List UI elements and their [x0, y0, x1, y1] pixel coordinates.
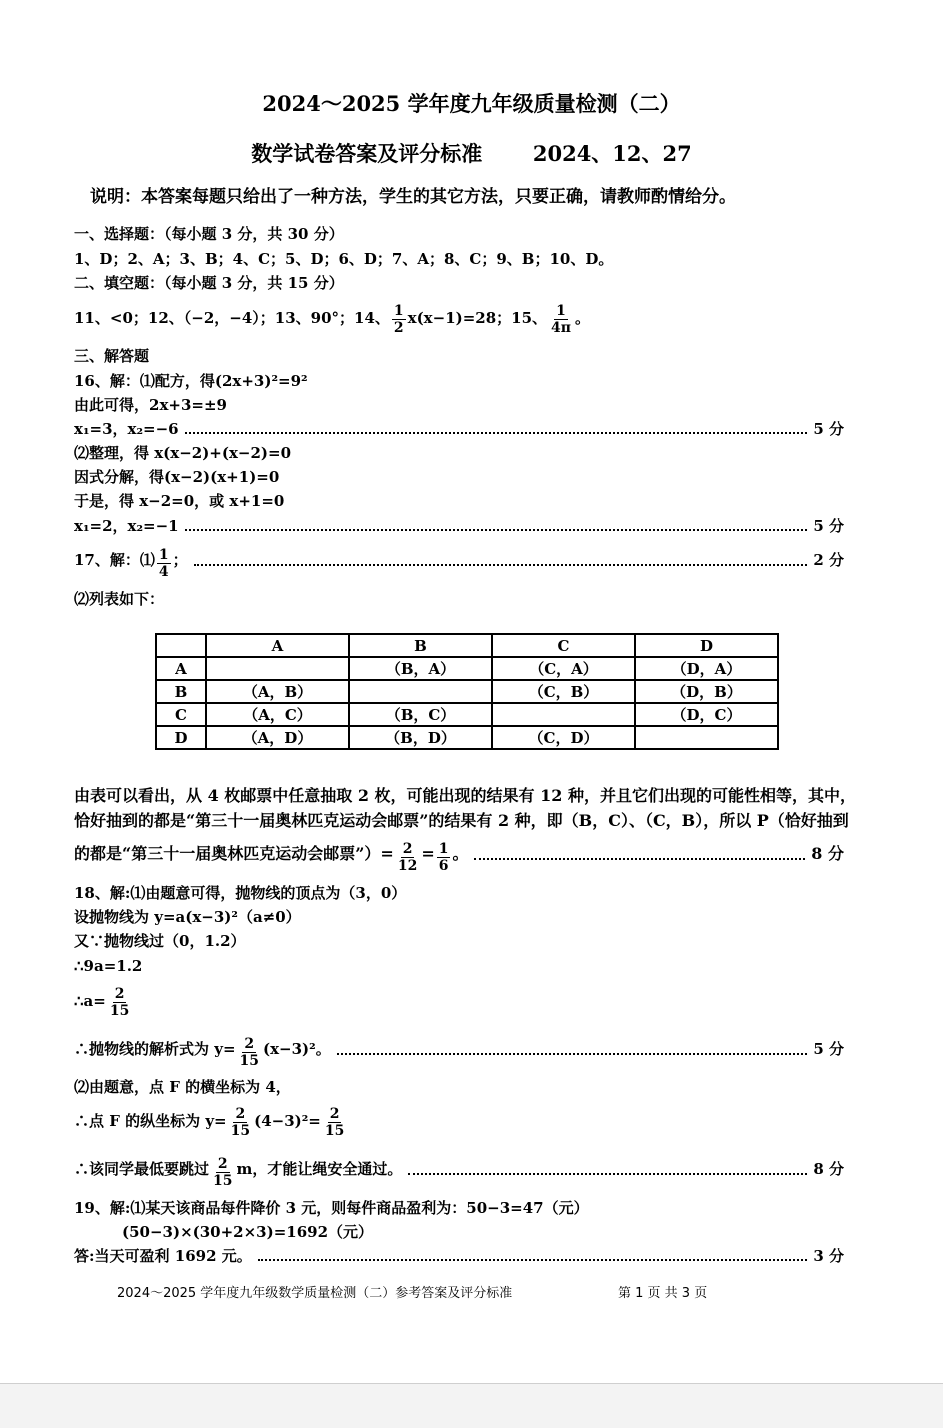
q18-line6: ∴抛物线的解析式为 y= $\frac{2}{15}$ (x−3)²。 5 分 — [74, 1029, 844, 1069]
q17-line2: ⑵列表如下： — [74, 590, 165, 608]
q18-line9: ∴该同学最低要跳过 $\frac{2}{15}$ m，才能让绳安全通过。 8 分 — [74, 1149, 844, 1189]
section1-answers: 1、D；2、A；3、B；4、C；5、D；6、D；7、A；8、C；9、B；10、D。 — [74, 250, 614, 268]
score: 8 分 — [811, 844, 844, 863]
q17-para3: 的都是“第三十一届奥林匹克运动会邮票”）= $\frac{2}{12}$ = $\frac{1}{6}$ 。 8 分 — [74, 834, 844, 874]
section2-answers: 11、<0；12、（−2，−4）；13、90°；14、 $\frac{1}{2}$ x(x−1)=28；15、 $\frac{1}{4\pi}$ 。 — [74, 302, 591, 336]
table-row: B （A，B） （C，B） （D，B） — [156, 680, 778, 703]
q16-line3: x₁=3，x₂=−6 5 分 — [74, 420, 844, 438]
fraction-2-12: $\frac{2}{12}$ — [397, 841, 418, 874]
q18-line1: 18、解:⑴由题意可得，抛物线的顶点为（3，0） — [74, 884, 407, 902]
q16-line2: 由此可得，2x+3=±9 — [74, 396, 227, 414]
q19-line3: 答:当天可盈利 1692 元。 3 分 — [74, 1247, 844, 1265]
footer-title: 2024～2025 学年度九年级数学质量检测（二）参考答案及评分标准 — [117, 1286, 513, 1301]
fraction-14: $\frac{1}{2}$ — [393, 302, 404, 336]
score: 5 分 — [813, 1040, 844, 1058]
fraction-parabola: $\frac{2}{15}$ — [239, 1036, 259, 1069]
table-header-row: A B C D — [156, 634, 778, 657]
page-subtitle — [0, 138, 943, 168]
grading-note: 说明：本答案每题只给出了一种方法，学生的其它方法，只要正确，请教师酌情给分。 — [90, 187, 736, 207]
q18-line4: ∴9a=1.2 — [74, 957, 143, 975]
q19-line2: (50−3)×(30+2×3)=1692（元） — [122, 1223, 374, 1241]
fraction-q17: $\frac{1}{4}$ — [158, 547, 169, 580]
q18-line7: ⑵由题意，点 F 的横坐标为 4， — [74, 1078, 291, 1096]
score: 3 分 — [813, 1247, 844, 1265]
fraction-f1: $\frac{2}{15}$ — [230, 1105, 251, 1139]
exam-date: 2024、12、27 — [532, 141, 692, 166]
fraction-height: $\frac{2}{15}$ — [213, 1156, 233, 1189]
q16-line1: 16、解：⑴配方，得(2x+3)²=9² — [74, 372, 308, 390]
table-row: A （B，A） （C，A） （D，A） — [156, 657, 778, 680]
q19-line1: 19、解:⑴某天该商品每件降价 3 元，则每件商品盈利为：50−3=47（元） — [74, 1199, 589, 1217]
q18-line3: 又∵抛物线过（0，1.2） — [74, 932, 246, 950]
fill-answer-14-rest: x(x−1)=28；15、 — [407, 309, 548, 327]
score: 2 分 — [813, 551, 844, 569]
fraction-1-6: $\frac{1}{6}$ — [438, 841, 449, 874]
table-row: C （A，C） （B，C） （D，C） — [156, 703, 778, 726]
q16-line4: ⑵整理，得 x(x−2)+(x−2)=0 — [74, 444, 292, 462]
score: 5 分 — [813, 517, 844, 535]
q18-line2: 设抛物线为 y=a(x−3)²（a≠0） — [74, 908, 301, 926]
score: 8 分 — [813, 1160, 844, 1178]
table-row: D （A，D） （B，D） （C，D） — [156, 726, 778, 749]
q17-line1: 17、解：⑴ $\frac{1}{4}$ ； 2 分 — [74, 540, 844, 580]
q16-line6: 于是，得 x−2=0，或 x+1=0 — [74, 492, 285, 510]
q17-para1: 由表可以看出，从 4 枚邮票中任意抽取 2 枚，可能出现的结果有 12 种，并且它们出现的可能性相等，其中， — [74, 786, 856, 805]
outcome-table — [155, 633, 779, 750]
fraction-a: $\frac{2}{15}$ — [109, 985, 130, 1019]
q17-para2: 恰好抽到的都是“第三十一届奥林匹克运动会邮票”的结果有 2 种，即（B，C）、（C，B），所以 P（恰好抽到 — [74, 811, 849, 830]
q16-line5: 因式分解，得(x−2)(x+1)=0 — [74, 468, 280, 486]
viewer-bottom-bar — [0, 1383, 943, 1428]
fraction-f2: $\frac{2}{15}$ — [324, 1105, 345, 1139]
score: 5 分 — [813, 420, 844, 438]
section2-heading: 二、填空题：（每小题 3 分，共 15 分） — [74, 274, 344, 292]
subtitle-text: 数学试卷答案及评分标准 — [251, 141, 483, 166]
section1-heading: 一、选择题：（每小题 3 分，共 30 分） — [74, 225, 344, 243]
q16-line7: x₁=2，x₂=−1 5 分 — [74, 517, 844, 535]
fill-answers-11-14: 11、<0；12、（−2，−4）；13、90°；14、 — [74, 309, 390, 327]
q18-line5: ∴a= $\frac{2}{15}$ — [74, 985, 130, 1019]
fraction-15: $\frac{1}{4\pi}$ — [551, 302, 572, 336]
q18-line8: ∴点 F 的纵坐标为 y= $\frac{2}{15}$ (4−3)²= $\frac{2}{15}$ — [74, 1105, 345, 1139]
page-number: 第 1 页 共 3 页 — [618, 1286, 708, 1301]
page-title: 2024～2025 学年度九年级质量检测（二） — [262, 91, 681, 116]
section3-heading: 三、解答题 — [74, 347, 150, 365]
